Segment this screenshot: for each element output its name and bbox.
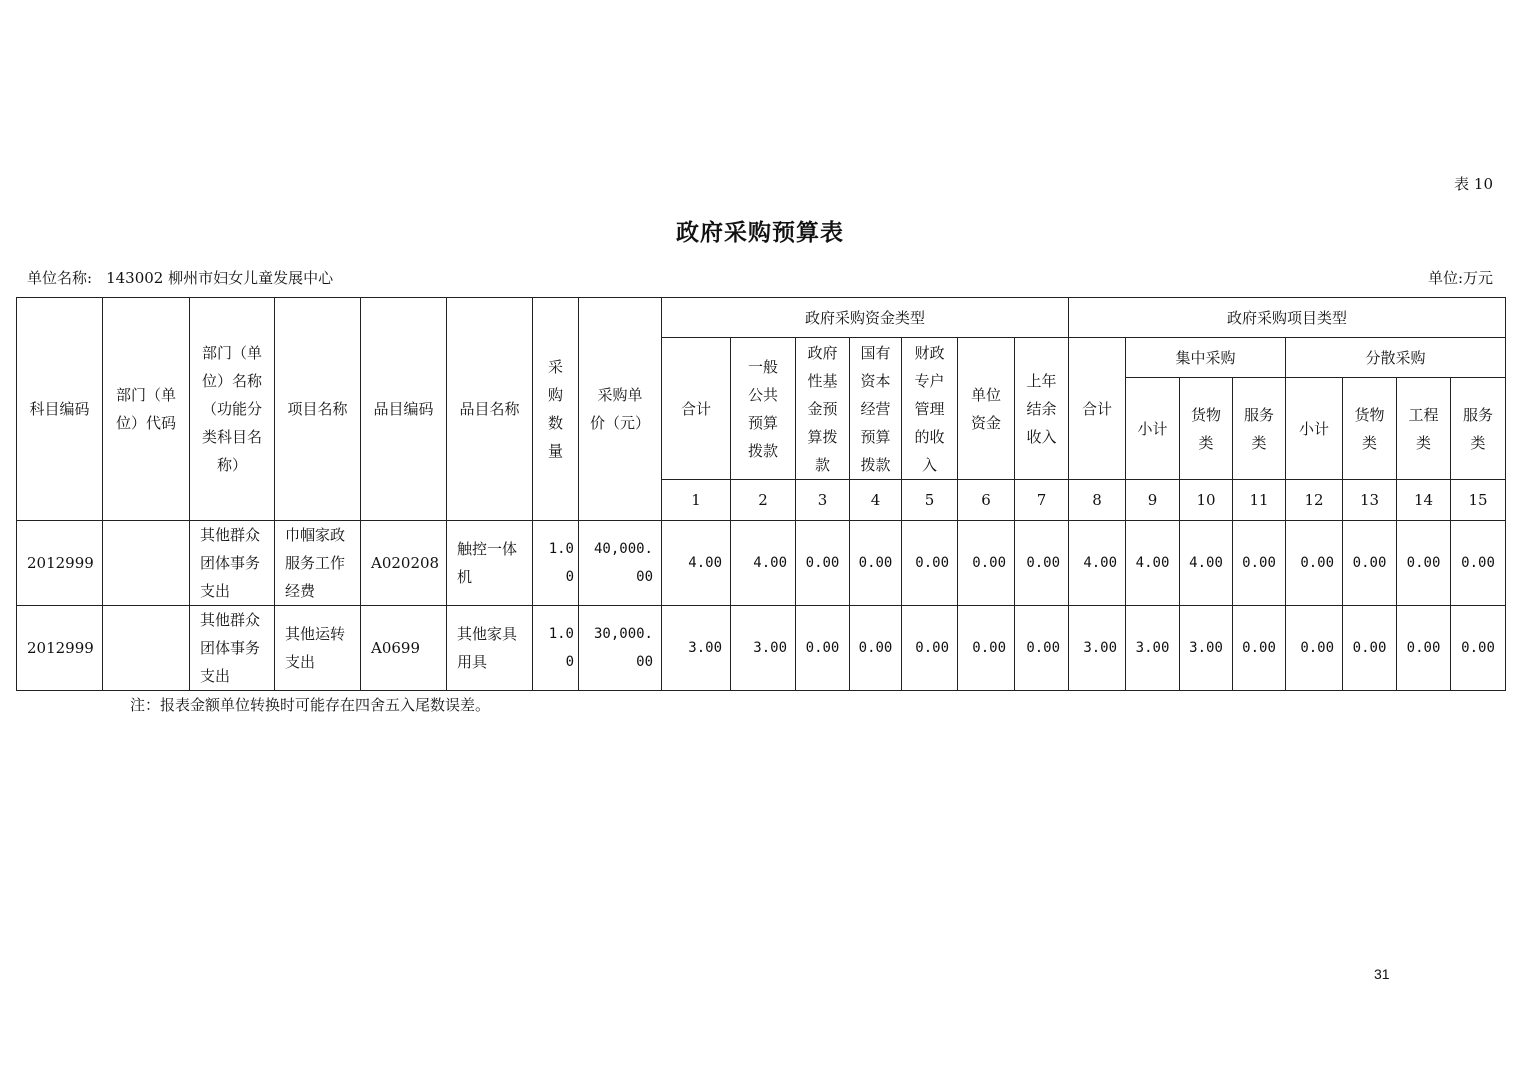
value-cell: 3.00	[1180, 606, 1233, 691]
quantity-cell: 1.0 0	[533, 606, 579, 691]
col-number: 7	[1015, 480, 1069, 521]
footnote: 注：报表金额单位转换时可能存在四舍五入尾数误差。	[130, 696, 491, 714]
col-number: 5	[902, 480, 958, 521]
unit-name	[27, 267, 333, 288]
header-centralized: 集中采购	[1126, 338, 1286, 378]
unit-name-label: 单位名称:	[27, 269, 93, 287]
quantity-cell: 1.0 0	[533, 521, 579, 606]
value-cell: 4.00	[662, 521, 731, 606]
dept-name-cell: 其他群众 团体事务 支出	[190, 606, 275, 691]
value-cell: 4.00	[1069, 521, 1126, 606]
header-fund-type: 政府采购资金类型	[662, 298, 1069, 338]
value-cell: 0.00	[1451, 521, 1506, 606]
subject-code-cell: 2012999	[17, 521, 103, 606]
value-cell: 3.00	[1126, 606, 1180, 691]
col-number: 4	[850, 480, 902, 521]
col-number: 10	[1180, 480, 1233, 521]
header-decentralized: 分散采购	[1286, 338, 1506, 378]
value-cell: 0.00	[1233, 521, 1286, 606]
value-cell: 4.00	[1180, 521, 1233, 606]
header-central-subtotal: 小计	[1126, 378, 1180, 480]
header-subject-code: 科目编码	[17, 298, 103, 521]
header-decent-goods: 货物 类	[1343, 378, 1397, 480]
unit-price-cell: 40,000. 00	[579, 521, 662, 606]
col-number: 9	[1126, 480, 1180, 521]
header-central-goods: 货物 类	[1180, 378, 1233, 480]
value-cell: 0.00	[850, 606, 902, 691]
unit-price-cell: 30,000. 00	[579, 606, 662, 691]
item-name-cell: 其他家具 用具	[447, 606, 533, 691]
item-code-cell: A0699	[361, 606, 447, 691]
dept-code-cell	[103, 606, 190, 691]
header-quantity: 采 购 数 量	[533, 298, 579, 521]
table-row	[17, 521, 1506, 606]
header-unit-fund: 单位 资金	[958, 338, 1015, 480]
value-cell: 0.00	[1015, 606, 1069, 691]
value-cell: 0.00	[902, 521, 958, 606]
value-cell: 0.00	[958, 606, 1015, 691]
value-cell: 0.00	[1233, 606, 1286, 691]
value-cell: 0.00	[1286, 606, 1343, 691]
value-cell: 3.00	[1069, 606, 1126, 691]
value-cell: 4.00	[731, 521, 796, 606]
value-cell: 0.00	[850, 521, 902, 606]
header-decent-service: 服务 类	[1451, 378, 1506, 480]
col-number: 11	[1233, 480, 1286, 521]
table-number: 表 10	[1454, 175, 1493, 193]
dept-code-cell	[103, 521, 190, 606]
header-item-name: 品目名称	[447, 298, 533, 521]
header-state-capital: 国有 资本 经营 预算 拨款	[850, 338, 902, 480]
header-dept-code: 部门（单 位）代码	[103, 298, 190, 521]
value-cell: 3.00	[662, 606, 731, 691]
header-decent-engineering: 工程 类	[1397, 378, 1451, 480]
project-name-cell: 巾帼家政 服务工作 经费	[275, 521, 361, 606]
header-project-total: 合计	[1069, 338, 1126, 480]
value-cell: 0.00	[1343, 606, 1397, 691]
value-cell: 3.00	[731, 606, 796, 691]
header-dept-name: 部门（单 位）名称 （功能分 类科目名 称）	[190, 298, 275, 521]
col-number: 15	[1451, 480, 1506, 521]
header-central-service: 服务 类	[1233, 378, 1286, 480]
value-cell: 0.00	[1397, 606, 1451, 691]
value-cell: 4.00	[1126, 521, 1180, 606]
col-number: 8	[1069, 480, 1126, 521]
header-fund-total: 合计	[662, 338, 731, 480]
header-project-name: 项目名称	[275, 298, 361, 521]
col-number: 14	[1397, 480, 1451, 521]
value-cell: 0.00	[902, 606, 958, 691]
value-cell: 0.00	[796, 521, 850, 606]
table-row	[17, 606, 1506, 691]
value-cell: 0.00	[1451, 606, 1506, 691]
procurement-budget-table	[16, 297, 1506, 691]
dept-name-cell: 其他群众 团体事务 支出	[190, 521, 275, 606]
header-general-budget: 一般 公共 预算 拨款	[731, 338, 796, 480]
col-number: 1	[662, 480, 731, 521]
col-number: 12	[1286, 480, 1343, 521]
value-cell: 0.00	[1343, 521, 1397, 606]
value-cell: 0.00	[958, 521, 1015, 606]
item-code-cell: A020208	[361, 521, 447, 606]
header-project-type: 政府采购项目类型	[1069, 298, 1506, 338]
header-fiscal-account: 财政 专户 管理 的收 入	[902, 338, 958, 480]
unit-name-value: 143002 柳州市妇女儿童发展中心	[106, 269, 334, 287]
header-unit-price: 采购单 价（元）	[579, 298, 662, 521]
col-number: 13	[1343, 480, 1397, 521]
value-cell: 0.00	[1286, 521, 1343, 606]
subject-code-cell: 2012999	[17, 606, 103, 691]
value-cell: 0.00	[1015, 521, 1069, 606]
header-item-code: 品目编码	[361, 298, 447, 521]
col-number: 6	[958, 480, 1015, 521]
item-name-cell: 触控一体 机	[447, 521, 533, 606]
currency-unit: 单位:万元	[1427, 269, 1493, 287]
header-carryover: 上年 结余 收入	[1015, 338, 1069, 480]
page-title: 政府采购预算表	[676, 219, 844, 246]
value-cell: 0.00	[796, 606, 850, 691]
project-name-cell: 其他运转 支出	[275, 606, 361, 691]
header-gov-fund: 政府 性基 金预 算拨 款	[796, 338, 850, 480]
page-number: 31	[1374, 966, 1390, 982]
header-decent-subtotal: 小计	[1286, 378, 1343, 480]
value-cell: 0.00	[1397, 521, 1451, 606]
col-number: 2	[731, 480, 796, 521]
col-number: 3	[796, 480, 850, 521]
